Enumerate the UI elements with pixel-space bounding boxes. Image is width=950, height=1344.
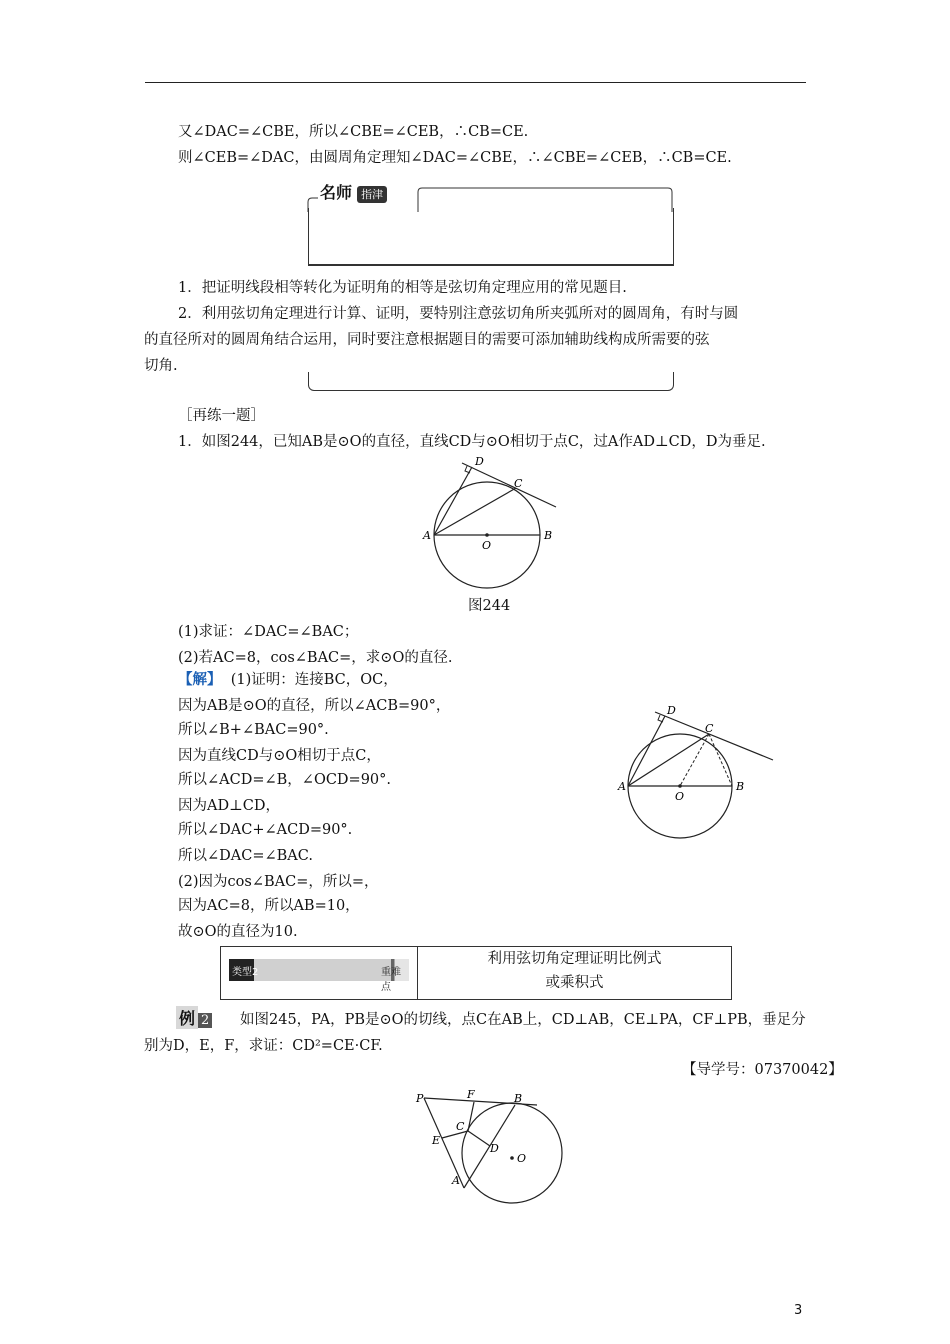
fig245-label-a: A	[452, 1174, 460, 1187]
fig244-label-a: A	[423, 529, 431, 542]
solution-line: 故⊙O的直径为10.	[178, 924, 298, 940]
fig245-label-e: E	[432, 1134, 441, 1147]
tip-box-bottom	[308, 372, 674, 391]
solution-tag: 【解】	[178, 671, 222, 688]
tip-item-1: 1．把证明线段相等转化为证明角的相等是弦切角定理应用的常见题目.	[178, 280, 627, 296]
guide-number: 【导学号：07370042】	[682, 1062, 843, 1078]
fig244-label-d: D	[475, 455, 484, 468]
header-rule	[145, 82, 806, 83]
question-2: (2)若AC=8，cos∠BAC=，求⊙O的直径.	[178, 650, 453, 666]
practice-heading: ［再练一题］	[178, 408, 265, 424]
proof-line-2: 则∠CEB=∠DAC，由圆周角定理知∠DAC=∠CBE，∴∠CBE=∠CEB，∴CB=CE.	[178, 150, 732, 166]
solution-line: 所以∠DAC=∠BAC.	[178, 848, 313, 864]
type-section	[220, 946, 732, 1000]
fig244-label-o: O	[482, 539, 492, 552]
figure-245	[412, 1088, 572, 1208]
solution-first-line: 【解】 (1)证明：连接BC，OC，	[178, 671, 398, 688]
solution-line: 因为直线CD与⊙O相切于点C，	[178, 748, 381, 764]
tip-item-2: 2．利用弦切角定理进行计算、证明，要特别注意弦切角所夹弧所对的圆周角，有时与圆	[178, 306, 739, 322]
fig244-label-c: C	[514, 477, 523, 490]
solfig-label-c: C	[705, 722, 714, 735]
tip-stamp: 指津	[357, 186, 387, 203]
type-banner: 类型2 重难点	[229, 959, 409, 981]
solfig-label-d: D	[667, 704, 676, 717]
tip-item-2-cont: 的直径所对的圆周角结合运用，同时要注意根据题目的需要可添加辅助线构成所需要的弦	[144, 332, 710, 348]
solution-line: 因为AB是⊙O的直径，所以∠ACB=90°，	[178, 698, 451, 714]
fig244-label-b: B	[544, 529, 553, 542]
example-line-1: 如图245，PA，PB是⊙O的切线，点C在AB上，CD⊥AB，CE⊥PA，CF⊥PB，垂足分	[240, 1012, 806, 1028]
solfig-label-b: B	[736, 780, 745, 793]
solution-line: 所以∠DAC+∠ACD=90°.	[178, 822, 353, 838]
practice-problem: 1．如图244，已知AB是⊙O的直径，直线CD与⊙O相切于点C，过A作AD⊥CD，D为垂足.	[178, 434, 766, 450]
tip-box	[308, 208, 674, 266]
question-1: (1)求证：∠DAC=∠BAC；	[178, 624, 359, 640]
tip-label: 名师 指津	[320, 180, 412, 202]
fig245-label-c: C	[456, 1120, 465, 1133]
figure-244-caption: 图244	[468, 598, 511, 614]
fig245-label-b: B	[514, 1092, 523, 1105]
solution-line: 因为AC=8，所以AB=10，	[178, 898, 360, 914]
solfig-label-o: O	[675, 790, 685, 803]
solution-line: 所以∠B+∠BAC=90°.	[178, 722, 329, 738]
figure-244	[420, 455, 560, 590]
example-tag: 例 2	[176, 1006, 226, 1028]
type-banner-cell	[221, 947, 418, 999]
example-line-2: 别为D，E，F，求证：CD²=CE·CF.	[144, 1038, 383, 1054]
page-number: 3	[794, 1303, 803, 1318]
type-title: 利用弦切角定理证明比例式 或乘积式	[487, 951, 662, 991]
solfig-label-a: A	[618, 780, 626, 793]
fig245-label-p: P	[416, 1092, 424, 1105]
solution-figure	[615, 700, 785, 840]
solution-line: 因为AD⊥CD，	[178, 798, 280, 814]
fig245-label-d: D	[490, 1142, 499, 1155]
fig245-label-f: F	[467, 1088, 475, 1101]
fig245-label-o: O	[517, 1152, 527, 1165]
solution-line: (2)因为cos∠BAC=，所以=，	[178, 874, 379, 890]
tip-item-2-end: 切角.	[144, 358, 178, 374]
proof-line-1: 又∠DAC=∠CBE，所以∠CBE=∠CEB，∴CB=CE.	[178, 124, 529, 140]
solution-line: 所以∠ACD=∠B，∠OCD=90°.	[178, 772, 392, 788]
